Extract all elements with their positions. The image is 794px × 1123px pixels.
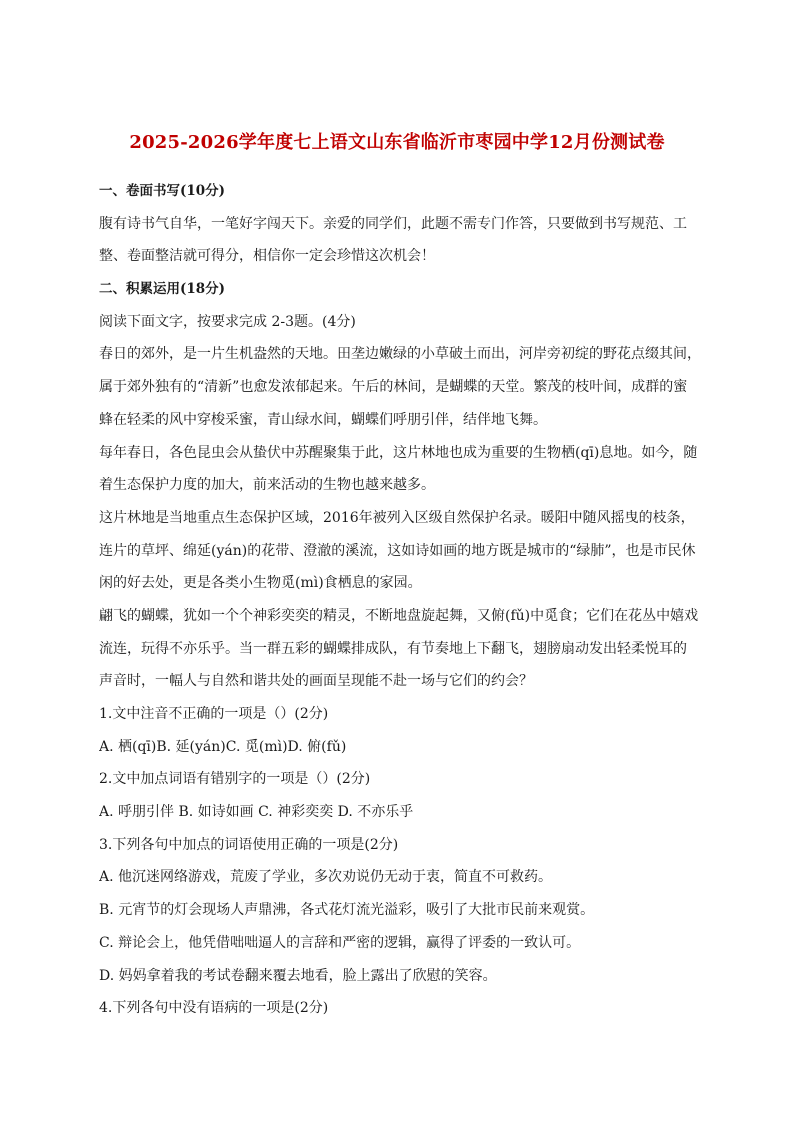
text-line: 2.文中加点词语有错别字的一项是（）(2分) bbox=[99, 771, 371, 788]
text-line: 流连，玩得不亦乐乎。当一群五彩的蝴蝶排成队，有节奏地上下翻飞，翅膀扇动发出轻柔悦耳的 bbox=[99, 640, 687, 657]
text-line: 连片的草坪、绵延(yán)的花带、澄澈的溪流，这如诗如画的地方既是城市的“绿肺”，也是市民休 bbox=[99, 542, 696, 559]
page-title: 2025-2026学年度七上语文山东省临沂市枣园中学12月份测试卷 bbox=[129, 132, 665, 153]
text-line: 4.下列各句中没有语病的一项是(2分) bbox=[99, 1000, 329, 1017]
document-body bbox=[99, 175, 709, 1025]
text-line: 3.下列各句中加点的词语使用正确的一项是(2分) bbox=[99, 836, 399, 853]
text-line: A. 呼朋引伴 B. 如诗如画 C. 神彩奕奕 D. 不亦乐乎 bbox=[99, 804, 414, 821]
text-line: 整、卷面整洁就可得分，相信你一定会珍惜这次机会！ bbox=[99, 248, 435, 265]
text-line: B. 元宵节的灯会现场人声鼎沸，各式花灯流光溢彩，吸引了大批市民前来观赏。 bbox=[99, 902, 595, 919]
text-line: 蜂在轻柔的风中穿梭采蜜，青山绿水间，蝴蝶们呼朋引伴，结伴地飞舞。 bbox=[99, 411, 547, 428]
text-line: 阅读下面文字，按要求完成 2-3题。(4分) bbox=[99, 313, 356, 330]
text-line: C. 辩论会上，他凭借咄咄逼人的言辞和严密的逻辑，赢得了评委的一致认可。 bbox=[99, 934, 581, 951]
text-line: 声音时，一幅人与自然和谐共处的画面呈现能不赴一场与它们的约会？ bbox=[99, 673, 533, 690]
text-line: 属于郊外独有的“清新”也愈发浓郁起来。午后的林间，是蝴蝶的天堂。繁茂的枝叶间，成群的蜜 bbox=[99, 379, 688, 396]
text-line: 这片林地是当地重点生态保护区域，2016年被列入区级自然保护名录。暖阳中随风摇曳的枝条， bbox=[99, 509, 695, 526]
section-heading: 二、积累运用(18分) bbox=[99, 281, 226, 298]
text-line: A. 他沉迷网络游戏，荒废了学业，多次劝说仍无动于衷，简直不可救药。 bbox=[99, 869, 553, 886]
text-line: 春日的郊外，是一片生机盎然的天地。田垄边嫩绿的小草破土而出，河岸旁初绽的野花点缀其间， bbox=[99, 346, 701, 363]
text-line: 闲的好去处，更是各类小生物觅(mì)食栖息的家园。 bbox=[99, 575, 422, 592]
text-line: 翩飞的蝴蝶，犹如一个个神彩奕奕的精灵，不断地盘旋起舞，又俯(fǔ)中觅食；它们在花丛中嬉戏 bbox=[99, 607, 699, 624]
section-heading: 一、卷面书写(10分) bbox=[99, 183, 226, 199]
text-line: D. 妈妈拿着我的考试卷翻来覆去地看，脸上露出了欣慰的笑容。 bbox=[99, 967, 497, 984]
text-line: 每年春日，各色昆虫会从蛰伏中苏醒聚集于此，这片林地也成为重要的生物栖(qī)息地。如今，随 bbox=[99, 444, 698, 461]
text-line: 1.文中注音不正确的一项是（）(2分) bbox=[99, 706, 329, 722]
text-line: 腹有诗书气自华，一笔好字闯天下。亲爱的同学们，此题不需专门作答，只要做到书写规范、工 bbox=[99, 215, 687, 232]
text-line: A. 栖(qī)B. 延(yán)C. 觅(mì)D. 俯(fǔ) bbox=[99, 738, 347, 755]
text-line: 着生态保护力度的加大，前来活动的生物也越来越多。 bbox=[99, 477, 435, 494]
